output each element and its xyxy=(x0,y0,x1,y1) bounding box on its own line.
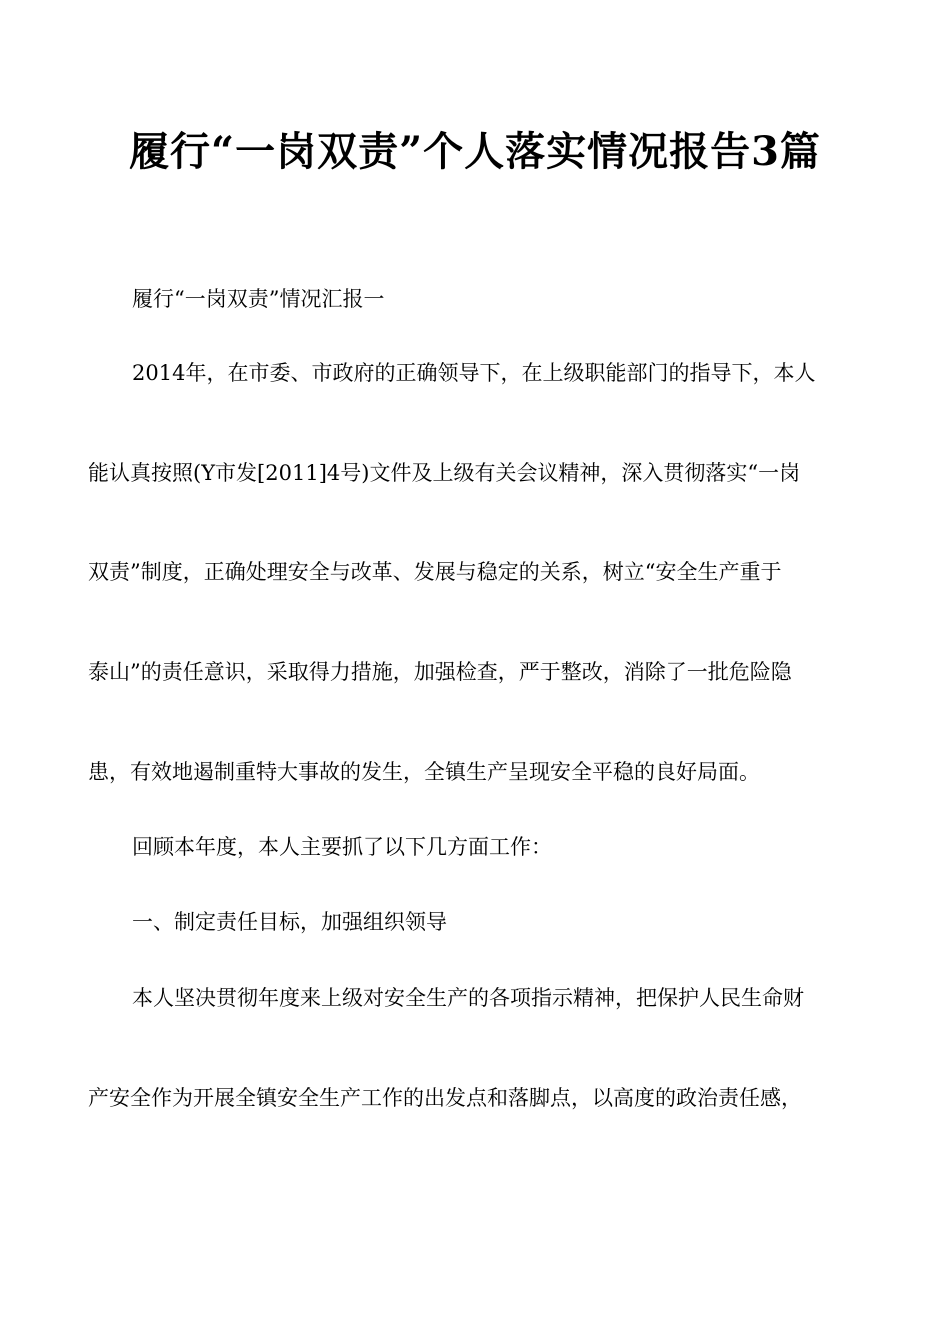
paragraph-line: 产安全作为开展全镇安全生产工作的出发点和落脚点，以高度的政治责任感， xyxy=(88,1086,802,1110)
document-title: 履行“一岗双责”个人落实情况报告3篇 xyxy=(129,128,821,175)
section-heading: 履行“一岗双责”情况汇报一 xyxy=(132,287,385,311)
paragraph-line: 2014年，在市委、市政府的正确领导下，在上级职能部门的指导下，本人 xyxy=(132,361,816,385)
paragraph-line: 本人坚决贯彻年度来上级对安全生产的各项指示精神，把保护人民生命财 xyxy=(132,986,804,1010)
paragraph-line: 泰山”的责任意识，采取得力措施，加强检查，严于整改，消除了一批危险隐 xyxy=(88,660,792,684)
paragraph-line: 回顾本年度，本人主要抓了以下几方面工作： xyxy=(132,835,552,859)
paragraph-line: 双责”制度，正确处理安全与改革、发展与稳定的关系，树立“安全生产重于 xyxy=(88,560,782,584)
paragraph-line: 能认真按照(Y市发[2011]4号)文件及上级有关会议精神，深入贯彻落实“一岗 xyxy=(88,461,801,485)
paragraph-line: 患，有效地遏制重特大事故的发生，全镇生产呈现安全平稳的良好局面。 xyxy=(88,760,760,784)
section-heading: 一、制定责任目标，加强组织领导 xyxy=(132,910,447,934)
